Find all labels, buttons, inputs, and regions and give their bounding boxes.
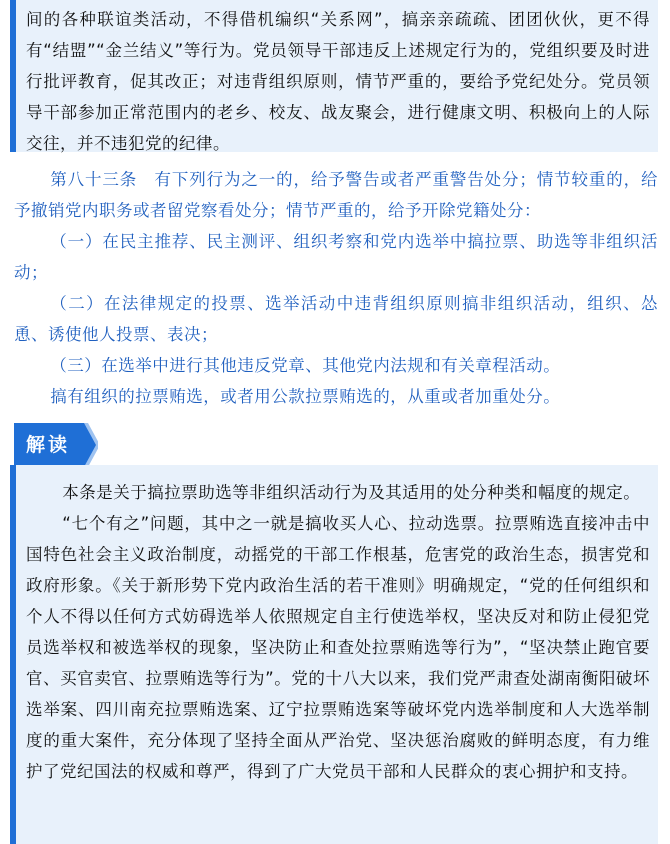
interpretation-paragraph-2: “七个有之”问题，其中之一就是搞收买人心、拉动选票。拉票贿选直接冲击中国特色社会主义政治制度，动摇党的干部工作根基，危害党的政治生态，损害党和政府形象。《关于新形势下党内政治生活的若干准则》明确规定，“党的任何组织和个人不得以任何方式妨碍选举人依照规定自主行使选举权，坚决反对和防止侵犯党员选举权和被选举权的现象，坚决防止和查处拉票贿选等行为”，“坚决禁止跑官要官、买官卖官、拉票贿选等行为”。党的十八大以来，我们党严肃查处湖南衡阳破坏选举案、四川南充拉票贿选案、辽宁拉票贿选案等破坏党内选举制度和人大选举制度的重大案件，充分体现了坚持全面从严治党、坚决惩治腐败的鲜明态度，有力维护了党纪国法的权威和尊严，得到了广大党员干部和人民群众的衷心拥护和支持。 xyxy=(26,514,650,781)
interpretation-box xyxy=(10,465,658,844)
tag-label: 解读 xyxy=(26,434,71,456)
interpretation-tag xyxy=(14,423,98,467)
article-83 xyxy=(14,164,658,412)
article-closing-paragraph: 搞有组织的拉票贿选，或者用公款拉票贿选的，从重或者加重处分。 xyxy=(50,387,561,406)
continued-paragraph: 间的各种联谊类活动，不得借机编织“关系网”，搞亲亲疏疏、团团伙伙，更不得有“结盟”“金兰结义”等行为。党员领导干部违反上述规定行为的，党组织要及时进行批评教育，促其改正；对违背组织原则，情节严重的，要给予党纪处分。党员领导干部参加正常范围内的老乡、校友、战友聚会，进行健康文明、积极向上的人际交往，并不违犯党的纪律。 xyxy=(26,10,650,153)
article-item-2: （二）在法律规定的投票、选举活动中违背组织原则搞非组织活动，组织、怂恿、诱使他人投票、表决； xyxy=(14,294,658,344)
article-item-3: （三）在选举中进行其他违反党章、其他党内法规和有关章程活动。 xyxy=(50,356,561,375)
article-heading-paragraph: 第八十三条 有下列行为之一的，给予警告或者严重警告处分；情节较重的，给予撤销党内职务或者留党察看处分；情节严重的，给予开除党籍处分： xyxy=(14,170,658,220)
continued-text-box xyxy=(10,0,658,152)
article-item-1: （一）在民主推荐、民主测评、组织考察和党内选举中搞拉票、助选等非组织活动； xyxy=(14,232,658,282)
interpretation-paragraph-1: 本条是关于搞拉票助选等非组织活动行为及其适用的处分种类和幅度的规定。 xyxy=(62,483,641,502)
